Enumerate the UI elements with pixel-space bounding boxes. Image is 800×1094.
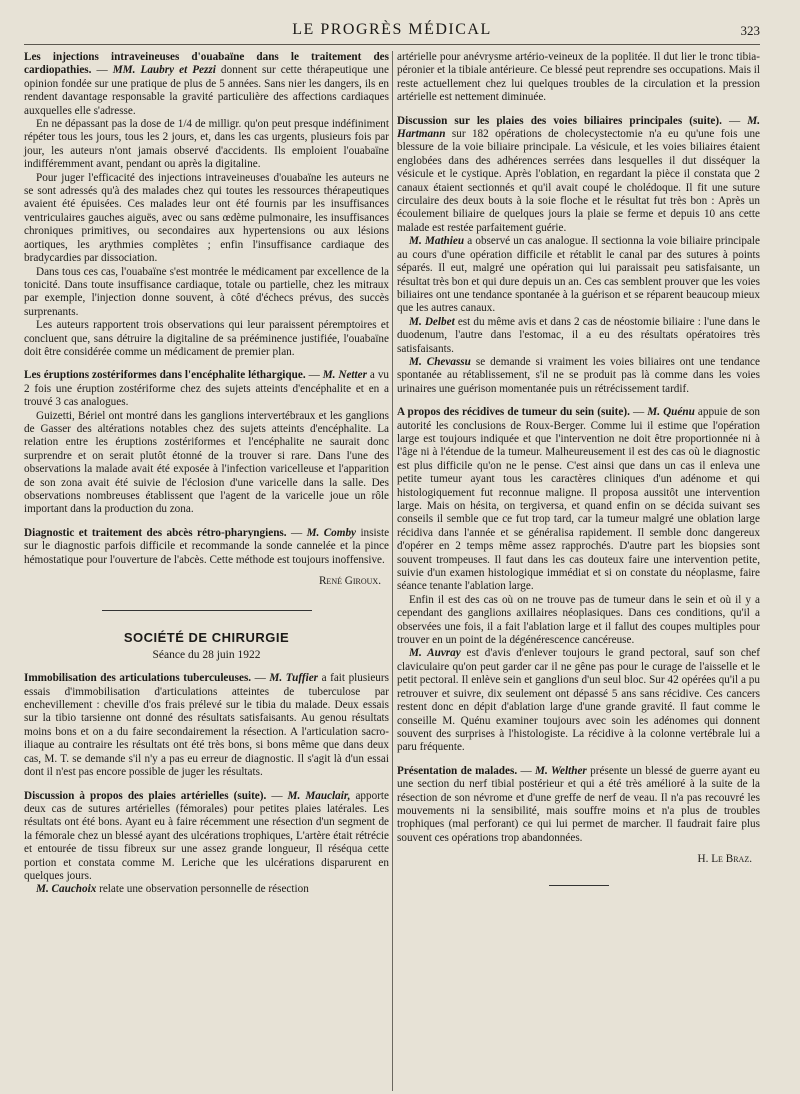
article-immobilisation: Immobilisation des articulations tuberculeuses. — M. Tuffier a fait plusieurs essais d'immobilisation d'articulations atteintes de tuberculose par enchevillement : cheville d'os frais prélevé sur le tibia du malade. Deux essais sur la tibio tarsienne ont donné des résultats satisfaisants. Au genou résultats moins bons et on a du faire secondairement la résection. A l'articulation sacro-iliaque au contraire les résultats ont été très bons, si bons même que dans deux cas, M. T. se demande s'il n'y a pas eu erreur de diagnostic. Il s'agit là d'un essai dont il n'est pas encore possible de juger les résultats. xyxy=(24,672,389,779)
section-title-zoster: Les éruptions zostériformes dans l'encéphalite léthargique. xyxy=(24,369,306,382)
section-title-ouabaine: Les injections intraveineuses d'ouabaïne dans le traitement des cardiopathies. xyxy=(24,51,389,77)
section-rule xyxy=(102,610,312,611)
signature-giroux: René Giroux. xyxy=(318,575,381,588)
article-voies-biliaires: Discussion sur les plaies des voies biliaires principales (suite). — M. Hartmann sur 182 opérations de cholecystectomie n'a eu qu'une fois une blessure de la voie biliaire principale. La vésicule, et les voies biliaires étaient englobées dans des adhérences serrées dans lesquelles il dut disséquer la vésicule et le cystique. Après l'oblation, en regardant la pièce il constata que 2 canaux étaient sectionnés et qu'il avait coupé le cholédoque. Il fit une suture circulaire des deux bouts à la soie floche et le résultat fut très bon : Après un écoulement biliaire de quelques jours la plaie se ferme et depuis 10 ans cette malade est restée parfaitement guérie. xyxy=(397,114,761,234)
paragraph: Enfin il est des cas où on ne trouve pas de tumeur dans le sein et où il y a cependant des ganglions axillaires néoplasiques. Dans ces conditions, qu'il a observées une fois, il a fait l'ablation large et il fallut des coupes multiples pour trouver en un point de la dégénérescence cancéreuse. xyxy=(397,593,760,647)
paragraph-text: présente un blessé de guerre ayant eu une section du nerf tibial postérieur et qui a été très amélioré à la suite de la résection de son névrome et d'une greffe de nerf de veau. Il n'a pas recouvré les mouvements ni la sensibilité, mais souffre moins et n'a plus de troubles trophiques (mal perforant) ce qui lui permet de marcher. Il faudrait faire plus souvent ces opérations trop abandonnées. xyxy=(397,764,761,844)
section-title-malades: Présentation de malades. xyxy=(397,764,518,777)
author-chevassu: M. Chevassu xyxy=(409,355,471,368)
section-title-abces: Diagnostic et traitement des abcès rétro-pharyngiens. xyxy=(24,526,287,539)
section-title-sein: A propos des récidives de tumeur du sein (suite). xyxy=(397,406,630,419)
session-date: Séance du 28 juin 1922 xyxy=(152,648,261,661)
article-ouabaine: Les injections intraveineuses d'ouabaïne dans le traitement des cardiopathies. — MM. Laubry et Pezzi donnent sur cette thérapeutique une opinion fondée sur une pratique de plus de 5 années. Sans nier les dangers, ils en rendent davantage responsable la gravité particulière des affections cardiaques auxquelles elle s'adresse. xyxy=(24,51,389,117)
author-tuffier: M. Tuffier xyxy=(269,672,319,685)
paragraph: En ne dépassant pas la dose de 1/4 de milligr. qu'on peut presque indéfiniment répéter tous les jours, tous les 2 jours, et, dans les cas urgents, plusieurs fois par jour, les auteurs n'ont jamais observé d'accidents. Ils emploient l'ouabaïne indifféremment avant, pendant ou après la digitaline. xyxy=(24,118,389,171)
continued-paragraph: artérielle pour anévrysme artério-veineux de la poplitée. Il dut lier le tronc tibia-péronier et la tibiale antérieure. Ce blessé peut reprendre ses occupations. Mais il reste actuellement chez lui quelques troubles de la circulation et la pression artérielle est nettement diminuée. xyxy=(397,51,760,104)
paragraph: Les auteurs rapportent trois observations qui leur paraissent péremptoires et concluent que, sans détruire la digitaline de sa prééminence justifiée, l'ouabaïne doit être considérée comme un médicament de premier plan. xyxy=(24,319,389,358)
left-column xyxy=(24,51,389,897)
article-abces: Diagnostic et traitement des abcès rétro-pharyngiens. — M. Comby insiste sur le diagnostic parfois difficile et recommande la sonde cannelée et la pince hémostatique pour l'ouverture de l'abcès. Cette méthode est toujours inoffensive. xyxy=(24,526,390,566)
paragraph: Dans tous ces cas, l'ouabaïne s'est montrée le médicament par excellence de la tonicité. Dans toute insuffisance cardiaque, totale ou partielle, chez les mitraux par exemple, l'injection donne souvent, à côté d'échecs prévus, des succès surprenants. xyxy=(24,265,389,318)
author-comby: M. Comby xyxy=(306,526,357,539)
paragraph-text: a observé un cas analogue. Il sectionna la voie biliaire principale au cours d'une opération difficile et rétablit le canal par des sutures à points séparés. Il eut, malgré une opération qui lui paraissait peu satisfaisante, un résultat très bon et qui dure depuis un an. Ces cas semblent prouver que les voies biliaires ont une tendance spontanée à la guérison et se réparent beaucoup mieux que les autres canaux. xyxy=(397,235,760,315)
paragraph xyxy=(397,647,760,754)
section-title-biliaires: Discussion sur les plaies des voies biliaires principales (suite). xyxy=(397,114,722,127)
column-divider xyxy=(392,51,393,1091)
journal-title: LE PROGRÈS MÉDICAL xyxy=(292,21,492,38)
paragraph xyxy=(397,356,760,396)
section-title-immobilisation: Immobilisation des articulations tuberculeuses. xyxy=(24,672,252,685)
author-quenu: M. Quénu xyxy=(647,406,695,419)
article-tumeur-sein: A propos des récidives de tumeur du sein (suite). — M. Quénu appuie de son autorité les conclusions de Roux-Berger. Comme lui il estime que l'opération large est toujours indiquée et que l'intervention ne doit être proportionnée ni à l'âge ni à l'étendue de la tumeur. Malheureusement il est des cas où le diagnostic est plus difficile qu'on ne le pense. C'est ainsi que dans un cas il enleva une petite tumeur ayant tous les caractères cliniques d'un adénome et qui histologiquement fut reconnue maligne. Il proposa aussitôt une intervention large. Mais on hésita, on tergiversa, et quand enfin on se décida suivant ses conseils il semble que ce fut trop tard, car la tumeur malgré une oblation large récidiva dans l'année et se généralisa rapidement. Il semble donc dangereux d'opérer en 2 temps même assez rapprochés. D'autre part les biopsies sont souvent trompeuses. Il faut dans les cas douteux faire une intervention petite, suivie d'un examen histologique immédiat et si on constate du néoplasme, faire séance tenante l'ablation large. xyxy=(397,406,761,593)
paragraph-text: est d'avis d'enlever toujours le grand pectoral, sauf son chef claviculaire qu'on peut garder car il ne gêne pas pour le curage de l'aisselle et le petit pectoral. Il enlève sein et ganglions d'un seul bloc. Sur 42 opérées qu'il a pu retrouver et suivre, dix seulement ont dépassé 5 ans sans récidive. Ces cancers restent donc en dépit d'ablation large d'une grande gravité. Il faut comme le conseille M. Quénu examiner toujours avec soin les adénomes qui donnent souvent des surprises à l'histologiste. La récidive à la colonne vertébrale lui a paru fréquente. xyxy=(397,647,760,754)
society-heading: SOCIÉTÉ DE CHIRURGIE xyxy=(123,630,290,646)
paragraph-text: apporte deux cas de sutures artérielles (fémorales) pour petites plaies latérales. Les résultats ont été bons. Ayant eu à faire récemment une résection d'un segment de la fémorale chez un blessé ayant des ulcérations trophiques, L'artère était rétrécie et entourée de tissu fibreux sur une assez grande longueur, Il réséqua cette portion et constata comme M. Leriche que les ulcérations disparurent en quelques jours. xyxy=(24,789,389,882)
author-auvray: M. Auvray xyxy=(409,647,461,660)
end-rule xyxy=(549,885,609,886)
section-title-plaies: Discussion à propos des plaies artérielles (suite). xyxy=(24,789,267,802)
paragraph-text: a vu 2 fois une éruption zostériforme chez des sujets atteints d'encéphalite et en a trouvé 3 cas analogues. xyxy=(24,369,390,409)
paragraph-text: appuie de son autorité les conclusions de Roux-Berger. Comme lui il estime que l'opération large est toujours indiquée et que l'intervention ne doit être proportionnée ni à l'âge ni à l'étendue de la tumeur. Malheureusement il est des cas où le diagnostic est plus difficile qu'on ne le pense. C'est ainsi que dans un cas il enleva une petite tumeur ayant tous les caractères cliniques d'un adénome et qui histologiquement fut reconnue maligne. Il proposa aussitôt une intervention large. Mais on hésita, on tergiversa, et quand enfin on se décida suivant ses conseils il semble que ce fut trop tard, car la tumeur malgré une oblation large récidiva dans l'année et se généralisa rapidement. Il semble donc dangereux d'opérer en 2 temps même assez rapprochés. D'autre part les biopsies sont souvent trompeuses. Il faut dans les cas douteux faire une intervention petite, suivie d'un examen histologique immédiat et si on constate du néoplasme, faire séance tenante l'ablation large. xyxy=(397,406,761,593)
author-welther: M. Welther xyxy=(535,764,587,777)
article-presentation-malades: Présentation de malades. — M. Welther présente un blessé de guerre ayant eu une section du nerf tibial postérieur et qui a été très amélioré à la suite de la résection de son névrome et d'une greffe de nerf de veau. Il n'a pas recouvré les mouvements ni la sensibilité, mais souffre moins et n'a plus de troubles trophiques (mal perforant) ce qui lui permet de marcher. Il faudrait faire plus souvent ces opérations trop abandonnées. xyxy=(397,764,761,844)
paragraph: Guizetti, Bériel ont montré dans les ganglions intervertébraux et les ganglions de Gasser des altérations notables chez des sujets atteints d'encéphalite. La relation entre les éruptions zostériformes et l'encéphalite ne saurait donc surprendre et on serait plutôt étonné de la trouver si rare. Dans l'une des observations la malade avait été exposée à l'infection varicelleuse et l'apparition de son zona avait été suivie de l'éclosion d'une varicelle dans la salle. Des observations nombreuses établissent que l'agent de la varicelle joue un rôle important dans la production du zona. xyxy=(24,409,389,516)
right-column xyxy=(397,51,760,886)
author-hartmann: M. Hartmann xyxy=(397,114,760,141)
paragraph-text: insiste sur le diagnostic parfois difficile et recommande la sonde cannelée et la pince hémostatique pour l'ouverture de l'abcès. Cette méthode est toujours inoffensive. xyxy=(24,526,390,566)
paragraph xyxy=(397,235,760,315)
page-header xyxy=(24,18,760,45)
paragraph-text: relate une observation personnelle de résection xyxy=(99,883,309,896)
article-zoster: Les éruptions zostériformes dans l'encéphalite léthargique. — M. Netter a vu 2 fois une éruption zostériforme chez des sujets atteints d'encéphalite et en a trouvé 3 cas analogues. xyxy=(24,369,390,409)
paragraph-text: donnent sur cette thérapeutique une opinion fondée sur une pratique de plus de 5 années. Sans nier les dangers, ils en rendent davantage responsable la gravité particulière des affections cardiaques auxquelles elle s'adresse. xyxy=(24,64,389,117)
author-cauchoix: M. Cauchoix xyxy=(36,883,97,896)
paragraph-text: a fait plusieurs essais d'immobilisation d'articulations atteintes de tuberculose par enchevillement : cheville d'os frais prélevé sur le tibia du malade. Deux essais sur la tibio tarsienne ont donné des résultats satisfaisants. Au genou résultats moins bons et on a du faire secondairement la résection. A l'articulation sacro-iliaque au contraire les résultats ont été très bons, si bons même que dans deux cas, M. T. se demande s'il n'y a pas eu erreur de diagnostic. Il s'agit là d'un essai dont il n'est pas encore possible de juger les résultats. xyxy=(24,672,389,779)
paragraph xyxy=(397,316,760,356)
page-number: 323 xyxy=(740,23,760,38)
paragraph-text: est du même avis et dans 2 cas de néostomie biliaire : l'une dans le duodenum, l'autre dans l'estomac, il a eu des résultats opératoires très satisfaisants. xyxy=(397,315,761,355)
paragraph: Pour juger l'efficacité des injections intraveineuses d'ouabaïne les auteurs ne se sont adressés qu'à des malades chez qui toutes les ressources thérapeutiques avaient été épuisées. Ces malades leur ont été fournis par les insuffisances ventriculaires gauches aiguës, avec ou sans œdème pulmonaire, les insuffisances chroniques primitives, ou secondaires aux hypertensions ou aux lésions aortiques, les arythmies complètes ; enfin l'insuffisance cardiaque des bradycardies par dissociation. xyxy=(24,171,389,265)
author-delbet: M. Delbet xyxy=(409,315,455,328)
author-mathieu: M. Mathieu xyxy=(409,235,465,248)
author-laubry-pezzi: MM. Laubry et Pezzi xyxy=(112,64,216,77)
paragraph-text: sur 182 opérations de cholecystectomie n'a eu qu'une fois une blessure de la voie biliaire principale. La vésicule, et les voies biliaires étaient englobées dans des adhérences serrées dans lesquelles il dut disséquer la vésicule et le cystique. Après l'oblation, en regardant la pièce il constata que 2 canaux étaient sectionnés et qu'il avait coupé le cholédoque. Il fit une suture circulaire des deux bouts à la soie floche et le résultat fut très bon : Après un écoulement biliaire de quelques jours la plaie se ferme et depuis 10 ans cette malade est restée parfaitement guérie. xyxy=(397,128,761,234)
signature-le-braz: H. Le Braz. xyxy=(697,853,752,866)
paragraph xyxy=(24,883,389,896)
author-mauclair: M. Mauclair, xyxy=(287,789,351,802)
article-plaies-arterielles: Discussion à propos des plaies artérielles (suite). — M. Mauclair, apporte deux cas de sutures artérielles (fémorales) pour petites plaies latérales. Les résultats ont été bons. Ayant eu à faire récemment une résection d'un segment de la fémorale chez un blessé ayant des ulcérations trophiques, L'artère était rétrécie et entourée de tissu fibreux sur une assez grande longueur, Il réséqua cette portion et constata comme M. Leriche que les ulcérations disparurent en quelques jours. xyxy=(24,789,389,882)
paragraph-text: se demande si vraiment les voies biliaires ont une tendance spontanée au rétablissement, s'il ne se produit pas là comme dans les voies urinaires une guérison momentanée puis un rétrécissement tardif. xyxy=(397,355,760,395)
author-netter: M. Netter xyxy=(322,369,367,382)
